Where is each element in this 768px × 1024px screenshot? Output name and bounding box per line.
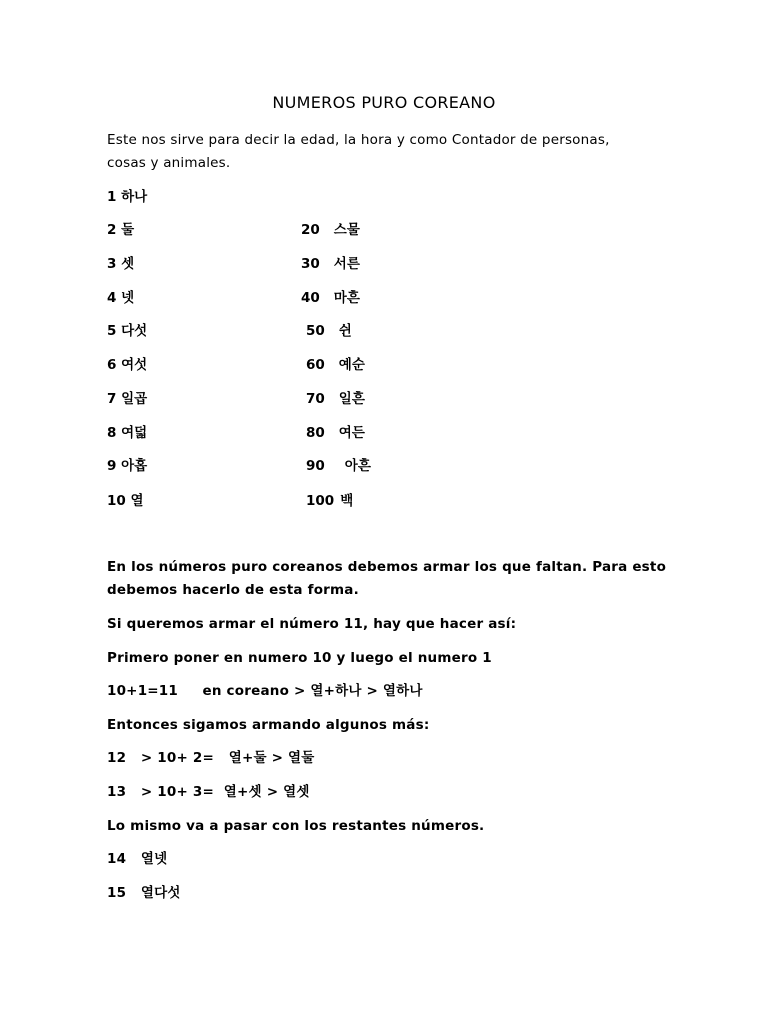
number-digit: 8 bbox=[107, 425, 117, 441]
number-korean: 백 bbox=[340, 493, 354, 509]
number-digit: 10 bbox=[107, 493, 126, 509]
number-row-50 bbox=[306, 321, 352, 341]
number-digit: 50 bbox=[306, 323, 325, 339]
number-row-30 bbox=[301, 254, 360, 274]
number-korean: 일흔 bbox=[338, 391, 365, 407]
number-korean: 여덟 bbox=[121, 425, 148, 441]
example-11: 10+1=11 en coreano > 열+하나 > 열하나 bbox=[107, 683, 423, 699]
number-row-90 bbox=[306, 456, 371, 476]
number-korean: 아흔 bbox=[344, 458, 371, 474]
number-row-8 bbox=[107, 423, 147, 443]
number-korean: 예순 bbox=[338, 357, 365, 373]
number-digit: 3 bbox=[107, 256, 117, 272]
number-digit: 90 bbox=[306, 458, 325, 474]
paragraph-line: En los números puro coreanos debemos armar los que faltan. Para esto bbox=[107, 559, 667, 575]
intro-line-1: Este nos sirve para decir la edad, la hora y como Contador de personas, bbox=[107, 132, 610, 148]
number-row-60 bbox=[306, 355, 365, 375]
number-row-4 bbox=[107, 288, 134, 308]
number-row-6 bbox=[107, 355, 147, 375]
number-korean: 일곱 bbox=[121, 391, 148, 407]
number-korean: 여섯 bbox=[121, 357, 148, 373]
number-korean: 셋 bbox=[121, 256, 135, 272]
number-row-1 bbox=[107, 187, 147, 207]
number-digit: 70 bbox=[306, 391, 325, 407]
number-korean: 아홉 bbox=[121, 458, 148, 474]
number-digit: 5 bbox=[107, 323, 117, 339]
number-korean: 여든 bbox=[338, 425, 365, 441]
number-row-40 bbox=[301, 288, 360, 308]
example-14: 14 열넷 bbox=[107, 851, 168, 867]
number-row-7 bbox=[107, 389, 147, 409]
number-korean: 둘 bbox=[121, 222, 135, 238]
number-korean: 다섯 bbox=[121, 323, 148, 339]
example-15: 15 열다섯 bbox=[107, 885, 181, 901]
number-digit: 6 bbox=[107, 357, 117, 373]
example-13: 13 > 10+ 3= 열+셋 > 열셋 bbox=[107, 784, 310, 800]
example-12: 12 > 10+ 2= 열+둘 > 열둘 bbox=[107, 750, 315, 766]
number-digit: 60 bbox=[306, 357, 325, 373]
number-korean: 넷 bbox=[121, 290, 135, 306]
paragraph-line: Lo mismo va a pasar con los restantes números. bbox=[107, 818, 485, 834]
number-digit: 100 bbox=[306, 493, 335, 509]
number-row-10 bbox=[107, 491, 144, 511]
number-korean: 열 bbox=[130, 493, 144, 509]
number-row-2 bbox=[107, 220, 134, 240]
paragraph-line: Primero poner en numero 10 y luego el numero 1 bbox=[107, 650, 492, 666]
number-digit: 9 bbox=[107, 458, 117, 474]
number-korean: 쉰 bbox=[338, 323, 352, 339]
number-korean: 서른 bbox=[333, 256, 360, 272]
page-title: NUMEROS PURO COREANO bbox=[272, 93, 496, 112]
number-digit: 30 bbox=[301, 256, 320, 272]
number-korean: 하나 bbox=[121, 189, 148, 205]
number-digit: 1 bbox=[107, 189, 117, 205]
intro-line-2: cosas y animales. bbox=[107, 155, 231, 171]
number-row-5 bbox=[107, 321, 147, 341]
number-korean: 마흔 bbox=[333, 290, 360, 306]
paragraph-line: Entonces sigamos armando algunos más: bbox=[107, 717, 430, 733]
number-digit: 2 bbox=[107, 222, 117, 238]
number-digit: 40 bbox=[301, 290, 320, 306]
number-digit: 4 bbox=[107, 290, 117, 306]
number-row-9 bbox=[107, 456, 147, 476]
number-digit: 7 bbox=[107, 391, 117, 407]
number-row-70 bbox=[306, 389, 365, 409]
number-digit: 80 bbox=[306, 425, 325, 441]
paragraph-line: debemos hacerlo de esta forma. bbox=[107, 582, 359, 598]
number-korean: 스물 bbox=[333, 222, 360, 238]
number-digit: 20 bbox=[301, 222, 320, 238]
paragraph-line: Si queremos armar el número 11, hay que hacer así: bbox=[107, 616, 517, 632]
number-row-80 bbox=[306, 423, 365, 443]
number-row-3 bbox=[107, 254, 134, 274]
number-row-20 bbox=[301, 220, 360, 240]
number-row-100 bbox=[306, 491, 353, 511]
